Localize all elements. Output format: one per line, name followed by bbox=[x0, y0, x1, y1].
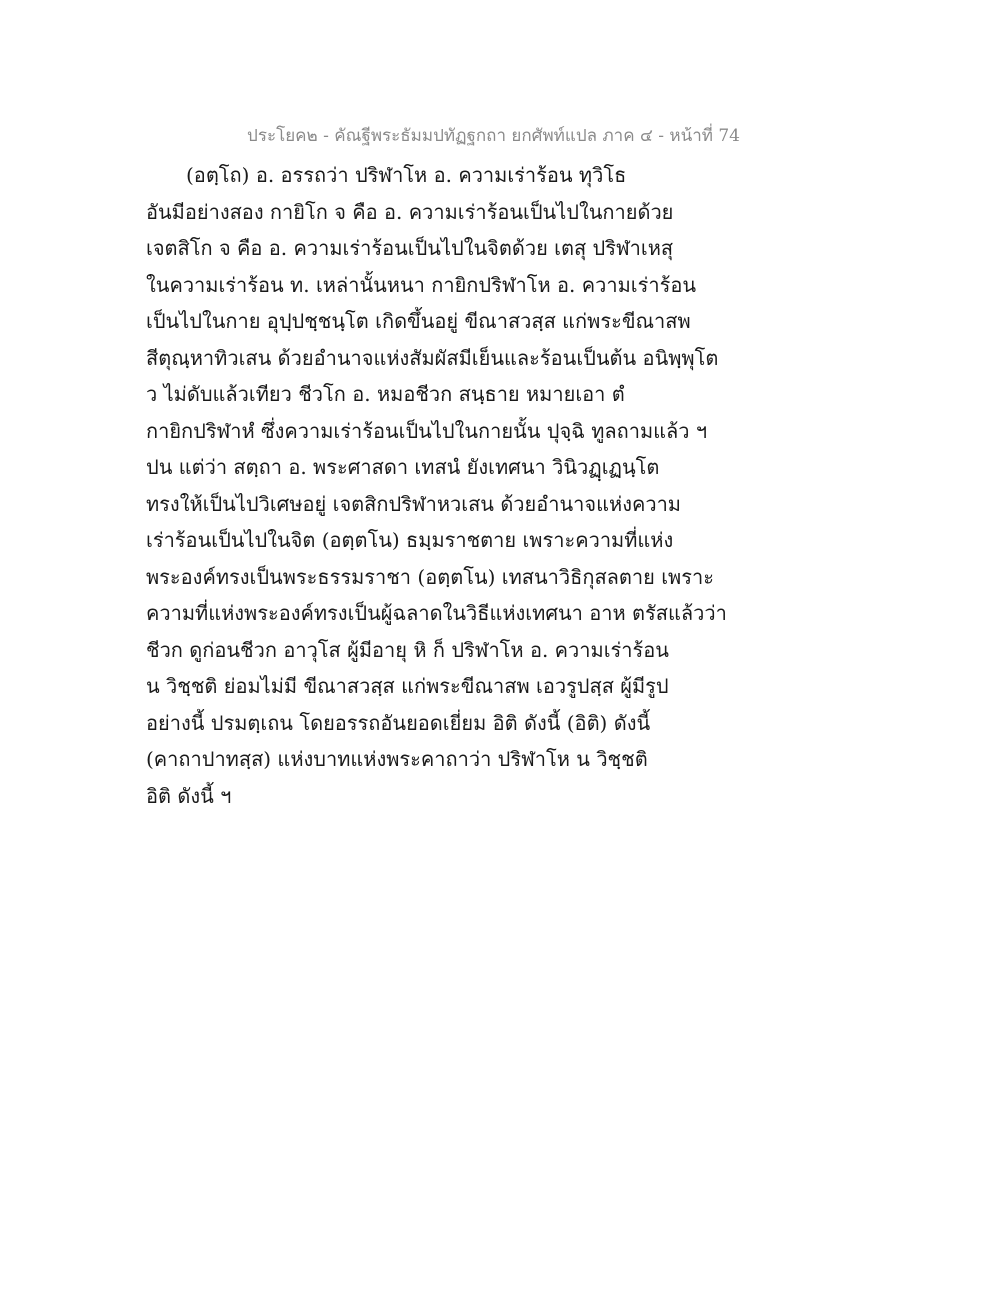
text-line: ทรงให้เป็นไปวิเศษอยู่ เจตสิกปริฬาหวเสน ด้วยอำนาจแห่งความ bbox=[146, 491, 681, 516]
text-line: เจตสิโก จ คือ อ. ความเร่าร้อนเป็นไปในจิตด้วย เตสุ ปริฬาเหสุ bbox=[146, 236, 674, 260]
text-line: น วิชฺชติ ย่อมไม่มี ขีณาสวสฺส แก่พระขีณาสพ เอวรูปสฺส ผู้มีรูป bbox=[146, 674, 669, 698]
text-line: ชีวก ดูก่อนชีวก อาวุโส ผู้มีอายุ หิ ก็ ปริฬาโห อ. ความเร่าร้อน bbox=[146, 637, 669, 662]
text-line: อันมีอย่างสอง กายิโก จ คือ อ. ความเร่าร้อนเป็นไปในกายด้วย bbox=[146, 199, 674, 224]
text-line: ในความเร่าร้อน ท. เหล่านั้นหนา กายิกปริฬาโห อ. ความเร่าร้อน bbox=[146, 272, 697, 297]
text-line: อย่างนี้ ปรมตฺเถน โดยอรรถอันยอดเยี่ยม อิติ ดังนี้ (อิติ) ดังนี้ bbox=[146, 710, 651, 735]
text-line: อิติ ดังนี้ ฯ bbox=[146, 783, 232, 808]
text-line: (คาถาปาทสฺส) แห่งบาทแห่งพระคาถาว่า ปริฬาโห น วิชฺชติ bbox=[146, 747, 648, 771]
text-line: ปน แต่ว่า สตฺถา อ. พระศาสดา เทสนํ ยังเทศนา วินิวฏฺเฏนฺโต bbox=[146, 455, 660, 479]
text-line: กายิกปริฬาหํ ซึ่งความเร่าร้อนเป็นไปในกายนั้น ปุจฺฉิ ทูลถามแล้ว ฯ bbox=[146, 418, 708, 443]
text-line: สีตุณฺหาทิวเสน ด้วยอำนาจแห่งสัมผัสมีเย็นและร้อนเป็นต้น อนิพฺพุโต bbox=[146, 345, 719, 370]
running-header: ประโยค๒ - คัณฐีพระธัมมปทัฏฐกถา ยกศัพท์แปล ภาค ๔ - หน้าที่ 74 bbox=[247, 126, 740, 146]
text-line: ความที่แห่งพระองค์ทรงเป็นผู้ฉลาดในวิธีแห่งเทศนา อาห ตรัสแล้วว่า bbox=[146, 601, 727, 625]
text-line: เร่าร้อนเป็นไปในจิต (อตฺตโน) ธมฺมราชตาย เพราะความที่แห่ง bbox=[146, 528, 674, 552]
text-line: (อตฺโถ) อ. อรรถว่า ปริฬาโห อ. ความเร่าร้อน ทุวิโธ bbox=[186, 163, 627, 187]
text-line: ว ไม่ดับแล้วเทียว ชีวโก อ. หมอชีวก สนฺธาย หมายเอา ตํ bbox=[146, 382, 625, 406]
text-line: พระองค์ทรงเป็นพระธรรมราชา (อตฺตโน) เทสนาวิธิกุสลตาย เพราะ bbox=[146, 564, 714, 589]
body-text bbox=[146, 157, 746, 814]
text-line: เป็นไปในกาย อุปฺปชฺชนฺโต เกิดขึ้นอยู่ ขีณาสวสฺส แก่พระขีณาสพ bbox=[146, 309, 691, 333]
